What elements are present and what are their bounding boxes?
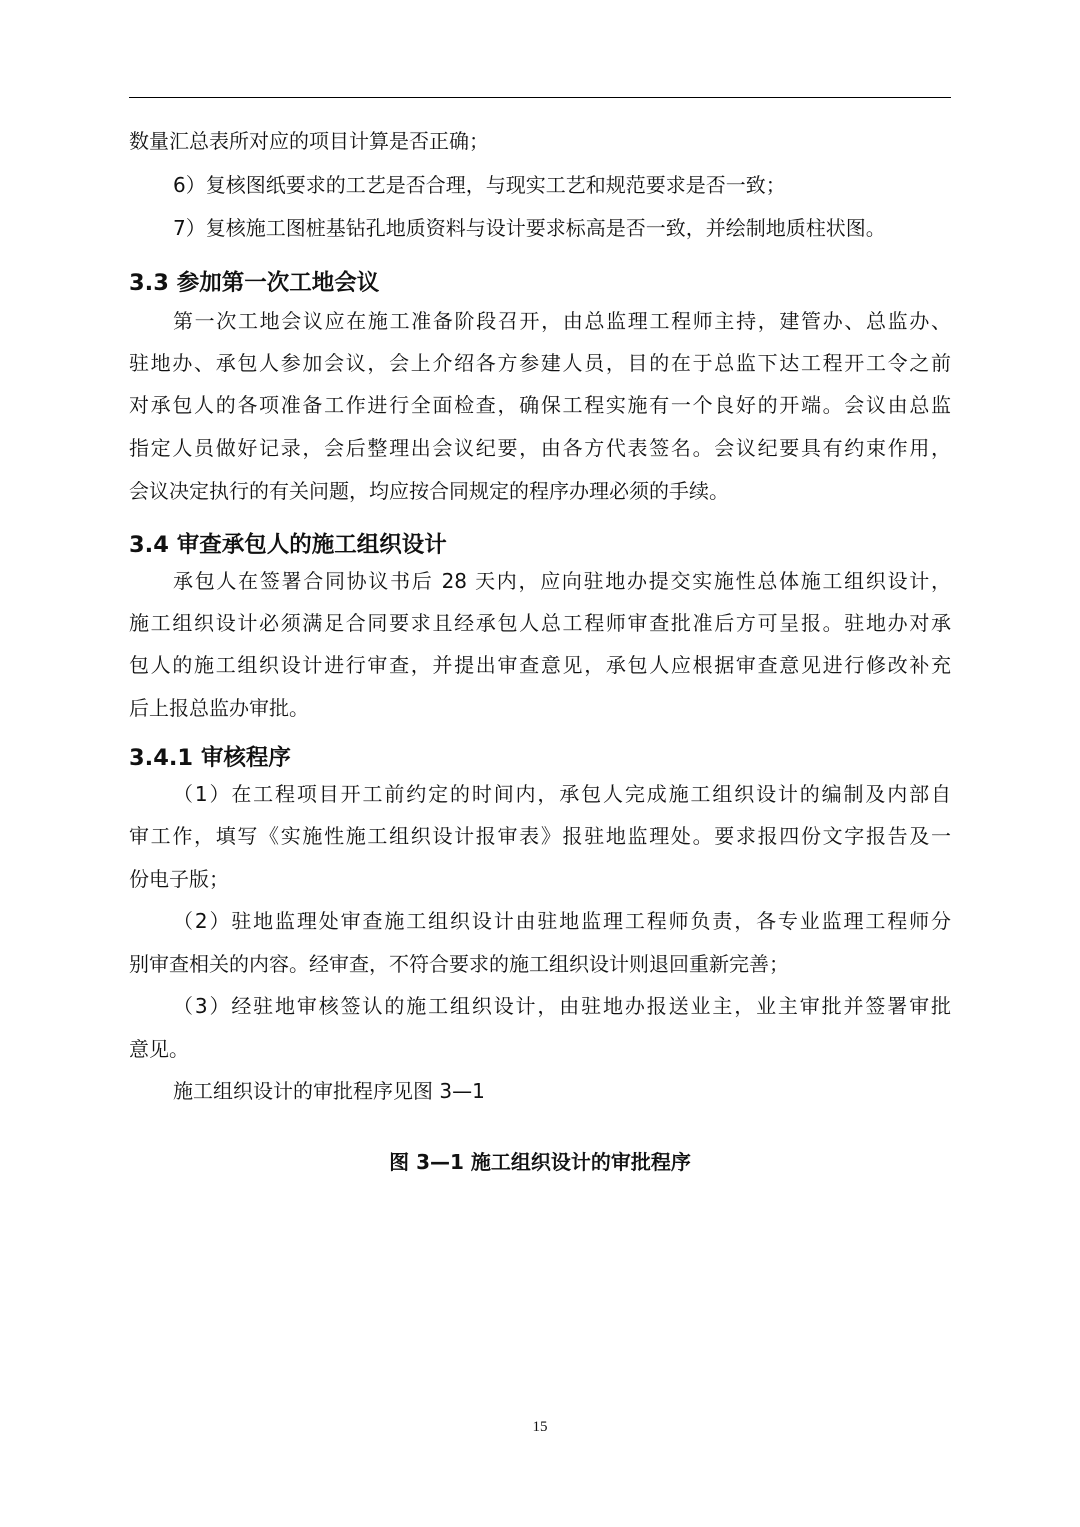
step-1-line-3: 份电子版；	[129, 867, 229, 891]
step-2-line-1: （2）驻地监理处审查施工组织设计由驻地监理工程师负责，各专业监理工程师分	[173, 909, 951, 933]
section-3-3-line-3: 对承包人的各项准备工作进行全面检查，确保工程实施有一个良好的开端。会议由总监	[129, 393, 951, 417]
paragraph-continuation-line: 数量汇总表所对应的项目计算是否正确；	[129, 129, 489, 153]
section-3-3-line-1: 第一次工地会议应在施工准备阶段召开，由总监理工程师主持，建管办、总监办、	[173, 309, 951, 333]
figure-caption: 图 3—1 施工组织设计的审批程序	[389, 1150, 691, 1174]
header-rule	[129, 97, 951, 98]
section-heading-3-4: 3.4 审查承包人的施工组织设计	[129, 532, 447, 558]
section-3-3-line-4: 指定人员做好记录，会后整理出会议纪要，由各方代表签名。会议纪要具有约束作用，	[129, 436, 951, 460]
section-heading-3-3: 3.3 参加第一次工地会议	[129, 270, 380, 296]
step-1-line-1: （1）在工程项目开工前约定的时间内，承包人完成施工组织设计的编制及内部自	[173, 782, 951, 806]
list-item-6: 6）复核图纸要求的工艺是否合理，与现实工艺和规范要求是否一致；	[173, 173, 786, 197]
figure-reference-line: 施工组织设计的审批程序见图 3—1	[173, 1079, 485, 1103]
list-item-7: 7）复核施工图桩基钻孔地质资料与设计要求标高是否一致，并绘制地质柱状图。	[173, 216, 886, 240]
step-1-line-2: 审工作，填写《实施性施工组织设计报审表》报驻地监理处。要求报四份文字报告及一	[129, 824, 951, 848]
section-3-3-line-5: 会议决定执行的有关问题，均应按合同规定的程序办理必须的手续。	[129, 479, 729, 503]
section-3-4-line-2: 施工组织设计必须满足合同要求且经承包人总工程师审查批准后方可呈报。驻地办对承	[129, 611, 951, 635]
section-3-4-line-4: 后上报总监办审批。	[129, 696, 309, 720]
step-3-line-2: 意见。	[129, 1037, 189, 1061]
page-number: 15	[532, 1419, 548, 1435]
step-3-line-1: （3）经驻地审核签认的施工组织设计，由驻地办报送业主，业主审批并签署审批	[173, 994, 951, 1018]
section-3-4-line-1: 承包人在签署合同协议书后 28 天内，应向驻地办提交实施性总体施工组织设计，	[173, 569, 951, 593]
section-heading-3-4-1: 3.4.1 审核程序	[129, 745, 291, 771]
section-3-3-line-2: 驻地办、承包人参加会议，会上介绍各方参建人员，目的在于总监下达工程开工令之前	[129, 351, 951, 375]
section-3-4-line-3: 包人的施工组织设计进行审查，并提出审查意见，承包人应根据审查意见进行修改补充	[129, 653, 951, 677]
step-2-line-2: 别审查相关的内容。经审查，不符合要求的施工组织设计则退回重新完善；	[129, 952, 789, 976]
